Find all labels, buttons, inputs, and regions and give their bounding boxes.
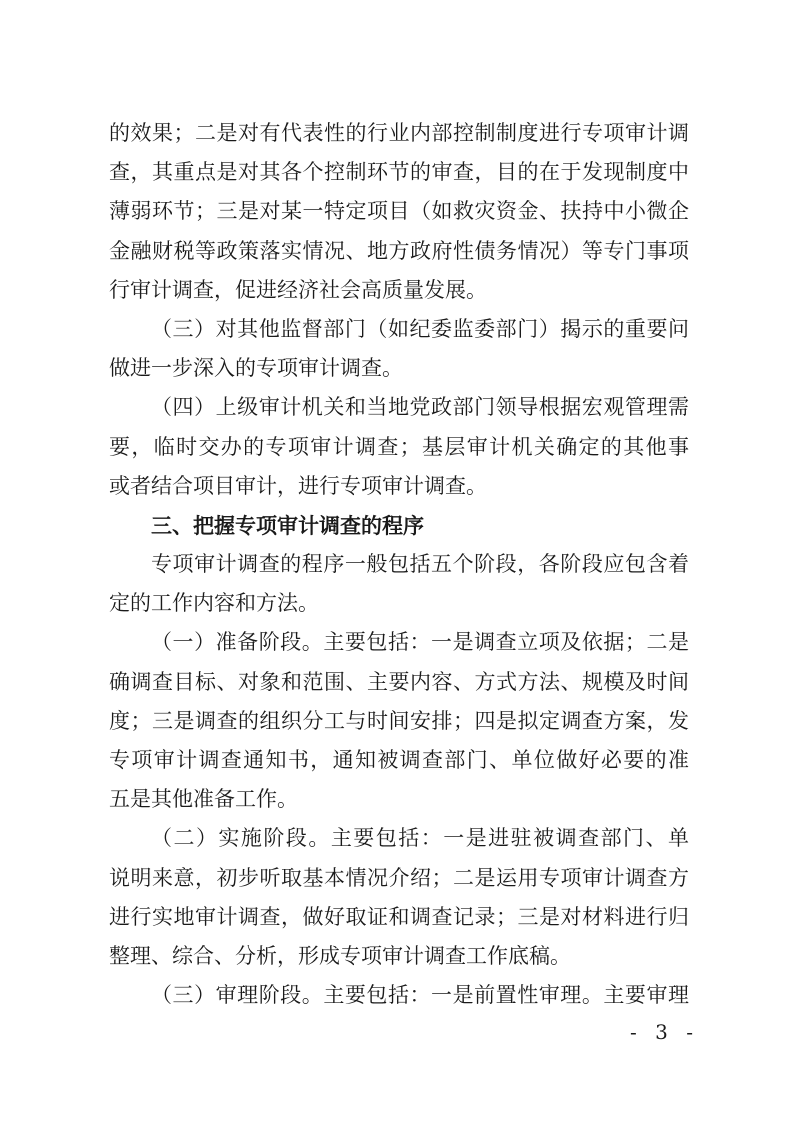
paragraph [109,623,689,819]
page-number: - 3 - [630,1020,699,1044]
text-line: 做进一步深入的专项审计调查。 [109,356,403,381]
text-line: （二）实施阶段。主要包括：一是进驻被调查部门、单 [151,826,689,851]
text-line: 的效果；二是对有代表性的行业内部控制制度进行专项审计调 [109,121,689,145]
text-line: 确调查目标、对象和范围、主要内容、方式方法、规模及时间 [109,669,689,694]
text-line: 薄弱环节；三是对某一特定项目（如救灾资金、扶持中小微企 [109,199,689,224]
paragraph [109,976,689,1015]
text-line: （四）上级审计机关和当地党政部门领导根据宏观管理需 [151,395,689,420]
text-line: 金融财税等政策落实情况、地方政府性债务情况）等专门事项 [109,238,689,263]
paragraph [109,545,689,623]
document-body [109,114,689,1015]
text-line: 或者结合项目审计，进行专项审计调查。 [109,473,487,498]
text-line: （一）准备阶段。主要包括：一是调查立项及依据；二是 [151,630,689,655]
text-line: 度；三是调查的组织分工与时间安排；四是拟定调查方案，发 [109,708,689,733]
text-line: （三）对其他监督部门（如纪委监委部门）揭示的重要问 [151,316,689,341]
text-line: 整理、综合、分析，形成专项审计调查工作底稿。 [109,943,571,968]
paragraph [109,310,689,388]
text-line: 专项审计调查的程序一般包括五个阶段，各阶段应包含着 [151,552,689,577]
text-line: 查，其重点是对其各个控制环节的审查，目的在于发现制度中 [109,160,689,185]
text-line: 五是其他准备工作。 [109,787,298,812]
text-line: 三、把握专项审计调查的程序 [151,512,424,538]
paragraph [109,388,689,506]
text-line: 进行实地审计调查，做好取证和调查记录；三是对材料进行归 [109,904,689,929]
text-line: 行审计调查，促进经济社会高质量发展。 [109,277,487,302]
text-line: 定的工作内容和方法。 [109,591,319,616]
text-line: 专项审计调查通知书，通知被调查部门、单位做好必要的准 [109,748,689,772]
paragraph [109,114,689,310]
text-line: 要，临时交办的专项审计调查；基层审计机关确定的其他事 [109,434,689,459]
text-line: （三）审理阶段。主要包括：一是前置性审理。主要审理 [151,983,689,1008]
section-heading [109,506,689,545]
text-line: 说明来意，初步听取基本情况介绍；二是运用专项审计调查方 [109,865,689,890]
paragraph [109,819,689,976]
